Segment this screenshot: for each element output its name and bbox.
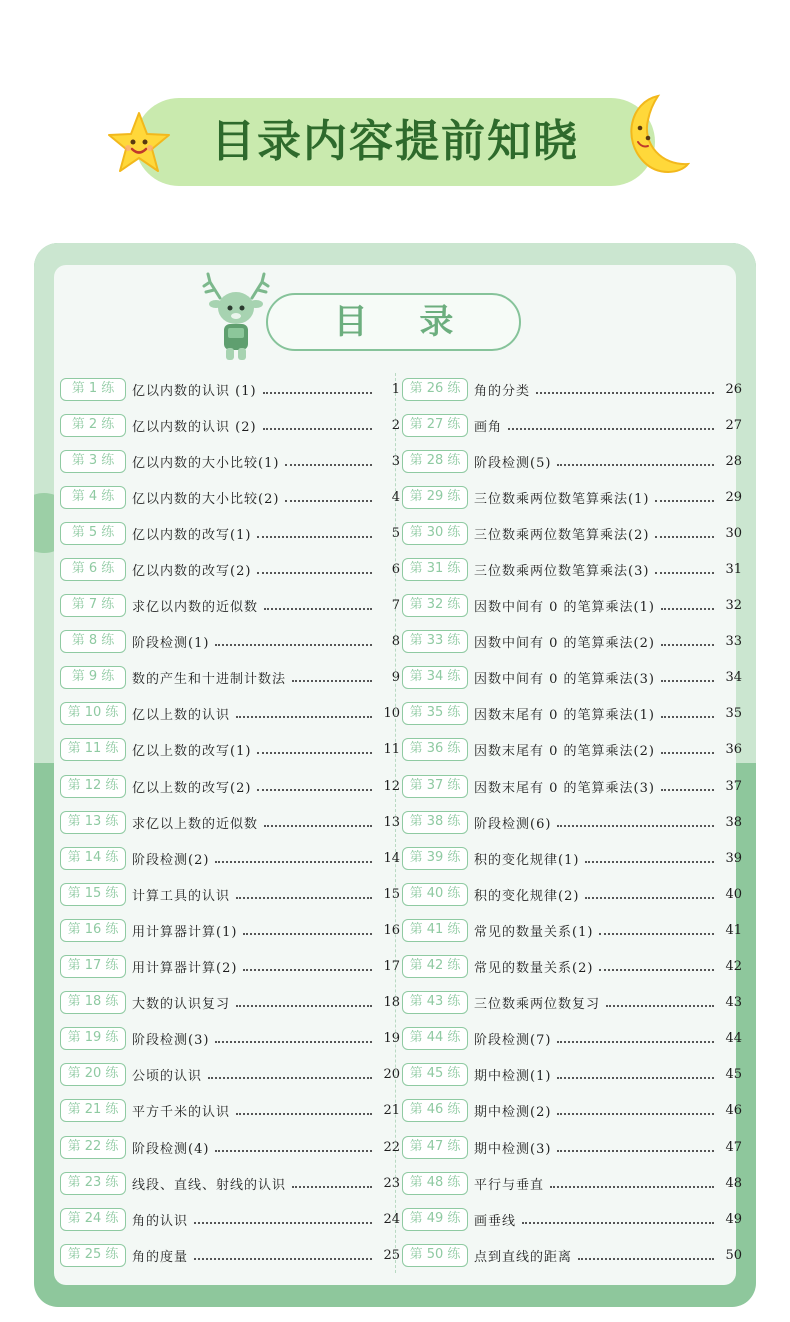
dot-leader (585, 896, 714, 899)
lesson-topic: 期中检测(1) (474, 1069, 552, 1085)
toc-row[interactable] (60, 768, 400, 804)
lesson-number-badge: 第 41 练 (402, 919, 468, 942)
lesson-topic: 角的认识 (132, 1213, 189, 1229)
lesson-topic: 积的变化规律(1) (474, 852, 580, 868)
dot-leader (557, 463, 714, 466)
lesson-number-badge: 第 50 练 (402, 1244, 468, 1267)
dot-leader (522, 1221, 714, 1224)
page-number: 43 (725, 995, 742, 1011)
toc-row[interactable] (60, 624, 400, 660)
toc-row[interactable] (402, 985, 742, 1021)
toc-row[interactable] (402, 768, 742, 804)
dot-leader (557, 1112, 714, 1115)
lesson-topic: 三位数乘两位数复习 (474, 997, 601, 1013)
page-number: 3 (391, 453, 400, 469)
toc-row[interactable] (402, 624, 742, 660)
lesson-number-badge: 第 39 练 (402, 847, 468, 870)
page-number: 36 (725, 742, 742, 758)
toc-row[interactable] (402, 912, 742, 948)
page-number: 16 (383, 922, 400, 938)
toc-row[interactable] (60, 876, 400, 912)
dot-leader (194, 1221, 372, 1224)
lesson-topic: 期中检测(3) (474, 1141, 552, 1157)
toc-row[interactable] (402, 804, 742, 840)
lesson-topic: 画角 (474, 419, 503, 435)
lesson-topic: 计算工具的认识 (132, 888, 231, 904)
page-number: 34 (725, 670, 742, 686)
dot-leader (661, 715, 714, 718)
dot-leader (257, 535, 372, 538)
toc-row[interactable] (60, 840, 400, 876)
page-number: 2 (391, 417, 400, 433)
lesson-topic: 阶段检测(6) (474, 816, 552, 832)
toc-title: 目 录 (333, 302, 474, 342)
lesson-number-badge: 第 27 练 (402, 414, 468, 437)
lesson-topic: 平方千米的认识 (132, 1105, 231, 1121)
page-number: 23 (383, 1175, 400, 1191)
dot-leader (557, 1040, 714, 1043)
dot-leader (257, 751, 372, 754)
lesson-topic: 因数末尾有 0 的笔算乘法(2) (474, 744, 655, 760)
toc-row[interactable] (402, 515, 742, 551)
lesson-topic: 因数末尾有 0 的笔算乘法(1) (474, 708, 655, 724)
toc-row[interactable] (60, 588, 400, 624)
dot-leader (557, 1149, 714, 1152)
toc-row[interactable] (402, 407, 742, 443)
lesson-number-badge: 第 21 练 (60, 1099, 126, 1122)
page-number: 44 (725, 1031, 742, 1047)
lesson-number-badge: 第 13 练 (60, 811, 126, 834)
page-number: 10 (383, 706, 400, 722)
page-number: 31 (725, 562, 742, 578)
lesson-number-badge: 第 42 练 (402, 955, 468, 978)
lesson-topic: 阶段检测(7) (474, 1033, 552, 1049)
lesson-number-badge: 第 18 练 (60, 991, 126, 1014)
page-number: 32 (725, 598, 742, 614)
page-number: 6 (391, 562, 400, 578)
lesson-topic: 用计算器计算(1) (132, 924, 238, 940)
toc-row[interactable] (60, 479, 400, 515)
page-number: 45 (725, 1067, 742, 1083)
toc-row[interactable] (402, 696, 742, 732)
toc-row[interactable] (60, 1237, 400, 1273)
toc-row[interactable] (402, 479, 742, 515)
lesson-topic: 求亿以上数的近似数 (132, 816, 259, 832)
lesson-number-badge: 第 2 练 (60, 414, 126, 437)
dot-leader (215, 860, 372, 863)
lesson-topic: 点到直线的距离 (474, 1249, 573, 1265)
lesson-number-badge: 第 24 练 (60, 1208, 126, 1231)
page-number: 37 (725, 778, 742, 794)
dot-leader (263, 427, 372, 430)
dot-leader (550, 1185, 714, 1188)
toc-row[interactable] (402, 840, 742, 876)
moon-icon (618, 92, 690, 180)
page-number: 8 (391, 634, 400, 650)
lesson-topic: 角的分类 (474, 383, 531, 399)
dot-leader (578, 1257, 714, 1260)
lesson-topic: 常见的数量关系(2) (474, 961, 594, 977)
lesson-number-badge: 第 6 练 (60, 558, 126, 581)
toc-row[interactable] (402, 551, 742, 587)
lesson-number-badge: 第 9 练 (60, 666, 126, 689)
toc-title-box (266, 293, 521, 351)
lesson-number-badge: 第 7 练 (60, 594, 126, 617)
lesson-number-badge: 第 44 练 (402, 1027, 468, 1050)
lesson-number-badge: 第 43 练 (402, 991, 468, 1014)
toc-row[interactable] (402, 588, 742, 624)
lesson-topic: 亿以上数的认识 (132, 708, 231, 724)
toc-row[interactable] (60, 1057, 400, 1093)
dot-leader (557, 824, 714, 827)
page-number: 24 (383, 1211, 400, 1227)
dot-leader (661, 607, 714, 610)
page-number: 13 (383, 814, 400, 830)
dot-leader (606, 1004, 714, 1007)
dot-leader (236, 1004, 372, 1007)
dot-leader (236, 1112, 372, 1115)
lesson-number-badge: 第 15 练 (60, 883, 126, 906)
page-number: 19 (383, 1031, 400, 1047)
page-number: 50 (725, 1247, 742, 1263)
page-number: 1 (391, 381, 400, 397)
dot-leader (655, 571, 714, 574)
dot-leader (661, 788, 714, 791)
toc-row[interactable] (60, 1021, 400, 1057)
page-number: 48 (725, 1175, 742, 1191)
dot-leader (599, 932, 714, 935)
lesson-topic: 平行与垂直 (474, 1177, 545, 1193)
lesson-topic: 公顷的认识 (132, 1069, 203, 1085)
dot-leader (599, 968, 714, 971)
page-number: 7 (391, 598, 400, 614)
lesson-topic: 用计算器计算(2) (132, 961, 238, 977)
lesson-topic: 亿以内数的改写(2) (132, 564, 252, 580)
dot-leader (557, 1076, 714, 1079)
dot-leader (215, 1149, 372, 1152)
lesson-topic: 因数中间有 0 的笔算乘法(2) (474, 636, 655, 652)
page-number: 18 (383, 995, 400, 1011)
toc-row[interactable] (402, 949, 742, 985)
header-title: 目录内容提前知晓 (211, 116, 579, 167)
toc-row[interactable] (402, 371, 742, 407)
page-number: 15 (383, 886, 400, 902)
dot-leader (194, 1257, 372, 1260)
lesson-topic: 阶段检测(1) (132, 636, 210, 652)
lesson-topic: 角的度量 (132, 1249, 189, 1265)
page-number: 39 (725, 850, 742, 866)
page-number: 14 (383, 850, 400, 866)
dot-leader (236, 896, 372, 899)
toc-row[interactable] (402, 1057, 742, 1093)
dot-leader (661, 643, 714, 646)
dot-leader (285, 463, 372, 466)
lesson-topic: 三位数乘两位数笔算乘法(2) (474, 527, 650, 543)
dot-leader (236, 715, 372, 718)
lesson-number-badge: 第 25 练 (60, 1244, 126, 1267)
toc-row[interactable] (60, 1201, 400, 1237)
toc-row[interactable] (60, 949, 400, 985)
toc-row[interactable] (60, 1165, 400, 1201)
lesson-topic: 常见的数量关系(1) (474, 924, 594, 940)
page-number: 27 (725, 417, 742, 433)
toc-row[interactable] (402, 1165, 742, 1201)
dot-leader (208, 1076, 372, 1079)
lesson-number-badge: 第 1 练 (60, 378, 126, 401)
lesson-topic: 亿以内数的认识 (1) (132, 383, 257, 399)
lesson-number-badge: 第 5 练 (60, 522, 126, 545)
lesson-number-badge: 第 14 练 (60, 847, 126, 870)
lesson-number-badge: 第 4 练 (60, 486, 126, 509)
dot-leader (655, 499, 714, 502)
lesson-number-badge: 第 38 练 (402, 811, 468, 834)
page-number: 28 (725, 453, 742, 469)
toc-row[interactable] (402, 660, 742, 696)
page-number: 33 (725, 634, 742, 650)
lesson-number-badge: 第 30 练 (402, 522, 468, 545)
lesson-number-badge: 第 28 练 (402, 450, 468, 473)
toc-row[interactable] (60, 696, 400, 732)
lesson-topic: 三位数乘两位数笔算乘法(1) (474, 491, 650, 507)
lesson-number-badge: 第 40 练 (402, 883, 468, 906)
lesson-number-badge: 第 46 练 (402, 1099, 468, 1122)
page-number: 22 (383, 1139, 400, 1155)
lesson-number-badge: 第 11 练 (60, 738, 126, 761)
dot-leader (257, 788, 372, 791)
page-number: 11 (383, 742, 400, 758)
page-number: 49 (725, 1211, 742, 1227)
lesson-topic: 数的产生和十进制计数法 (132, 672, 287, 688)
dot-leader (263, 391, 372, 394)
dot-leader (661, 679, 714, 682)
dot-leader (257, 571, 372, 574)
lesson-number-badge: 第 33 练 (402, 630, 468, 653)
lesson-number-badge: 第 48 练 (402, 1172, 468, 1195)
lesson-number-badge: 第 23 练 (60, 1172, 126, 1195)
lesson-topic: 亿以上数的改写(2) (132, 780, 252, 796)
toc-row[interactable] (60, 732, 400, 768)
lesson-number-badge: 第 47 练 (402, 1136, 468, 1159)
lesson-topic: 求亿以内数的近似数 (132, 600, 259, 616)
lesson-topic: 亿以内数的改写(1) (132, 527, 252, 543)
page-number: 29 (725, 489, 742, 505)
toc-row[interactable] (402, 1093, 742, 1129)
lesson-number-badge: 第 34 练 (402, 666, 468, 689)
lesson-number-badge: 第 20 练 (60, 1063, 126, 1086)
page-number: 41 (725, 922, 742, 938)
lesson-number-badge: 第 32 练 (402, 594, 468, 617)
lesson-topic: 因数中间有 0 的笔算乘法(1) (474, 600, 655, 616)
page-number: 26 (725, 381, 742, 397)
toc-row[interactable] (60, 1129, 400, 1165)
page-number: 12 (383, 778, 400, 794)
toc-row[interactable] (402, 876, 742, 912)
toc-row[interactable] (402, 732, 742, 768)
page-number: 21 (383, 1103, 400, 1119)
toc-row[interactable] (60, 515, 400, 551)
page-number: 38 (725, 814, 742, 830)
lesson-number-badge: 第 31 练 (402, 558, 468, 581)
lesson-number-badge: 第 37 练 (402, 775, 468, 798)
lesson-number-badge: 第 19 练 (60, 1027, 126, 1050)
toc-row[interactable] (60, 1093, 400, 1129)
lesson-number-badge: 第 29 练 (402, 486, 468, 509)
dot-leader (243, 932, 372, 935)
page-number: 5 (391, 525, 400, 541)
toc-row[interactable] (402, 1129, 742, 1165)
toc-row[interactable] (60, 407, 400, 443)
deer-mascot-icon (200, 272, 272, 364)
toc-row[interactable] (402, 1201, 742, 1237)
toc-left-column (60, 371, 400, 1273)
lesson-topic: 亿以内数的大小比较(2) (132, 491, 280, 507)
dot-leader (215, 1040, 372, 1043)
dot-leader (292, 1185, 372, 1188)
lesson-number-badge: 第 17 练 (60, 955, 126, 978)
lesson-topic: 阶段检测(2) (132, 852, 210, 868)
star-icon (106, 110, 172, 176)
dot-leader (215, 643, 372, 646)
lesson-number-badge: 第 8 练 (60, 630, 126, 653)
lesson-topic: 因数末尾有 0 的笔算乘法(3) (474, 780, 655, 796)
page-number: 30 (725, 525, 742, 541)
toc-row[interactable] (402, 1021, 742, 1057)
dot-leader (243, 968, 372, 971)
toc-row[interactable] (60, 985, 400, 1021)
lesson-topic: 三位数乘两位数笔算乘法(3) (474, 564, 650, 580)
page-number: 42 (725, 959, 742, 975)
lesson-topic: 线段、直线、射线的认识 (132, 1177, 287, 1193)
page-number: 9 (391, 670, 400, 686)
lesson-topic: 积的变化规律(2) (474, 888, 580, 904)
lesson-topic: 因数中间有 0 的笔算乘法(3) (474, 672, 655, 688)
lesson-number-badge: 第 12 练 (60, 775, 126, 798)
toc-row[interactable] (60, 371, 400, 407)
lesson-topic: 阶段检测(4) (132, 1141, 210, 1157)
toc-row[interactable] (402, 443, 742, 479)
lesson-topic: 期中检测(2) (474, 1105, 552, 1121)
toc-right-column (402, 371, 742, 1273)
page-number: 35 (725, 706, 742, 722)
dot-leader (264, 607, 372, 610)
dot-leader (508, 427, 714, 430)
lesson-topic: 画垂线 (474, 1213, 517, 1229)
page-number: 25 (383, 1247, 400, 1263)
lesson-topic: 亿以上数的改写(1) (132, 744, 252, 760)
page-number: 40 (725, 886, 742, 902)
page-number: 20 (383, 1067, 400, 1083)
toc-row[interactable] (60, 443, 400, 479)
lesson-number-badge: 第 35 练 (402, 702, 468, 725)
lesson-number-badge: 第 45 练 (402, 1063, 468, 1086)
lesson-topic: 大数的认识复习 (132, 997, 231, 1013)
page-number: 17 (383, 959, 400, 975)
lesson-number-badge: 第 49 练 (402, 1208, 468, 1231)
toc-row[interactable] (60, 804, 400, 840)
page-number: 46 (725, 1103, 742, 1119)
page-number: 47 (725, 1139, 742, 1155)
dot-leader (264, 824, 372, 827)
lesson-number-badge: 第 26 练 (402, 378, 468, 401)
lesson-topic: 阶段检测(5) (474, 455, 552, 471)
dot-leader (661, 751, 714, 754)
dot-leader (536, 391, 714, 394)
lesson-number-badge: 第 36 练 (402, 738, 468, 761)
dot-leader (585, 860, 714, 863)
lesson-topic: 阶段检测(3) (132, 1033, 210, 1049)
lesson-number-badge: 第 3 练 (60, 450, 126, 473)
lesson-topic: 亿以内数的大小比较(1) (132, 455, 280, 471)
toc-row[interactable] (402, 1237, 742, 1273)
lesson-topic: 亿以内数的认识 (2) (132, 419, 257, 435)
lesson-number-badge: 第 22 练 (60, 1136, 126, 1159)
header-banner (135, 98, 655, 186)
toc-row[interactable] (60, 660, 400, 696)
toc-row[interactable] (60, 912, 400, 948)
dot-leader (292, 679, 372, 682)
dot-leader (655, 535, 714, 538)
dot-leader (285, 499, 372, 502)
lesson-number-badge: 第 10 练 (60, 702, 126, 725)
toc-row[interactable] (60, 551, 400, 587)
lesson-number-badge: 第 16 练 (60, 919, 126, 942)
page-number: 4 (391, 489, 400, 505)
